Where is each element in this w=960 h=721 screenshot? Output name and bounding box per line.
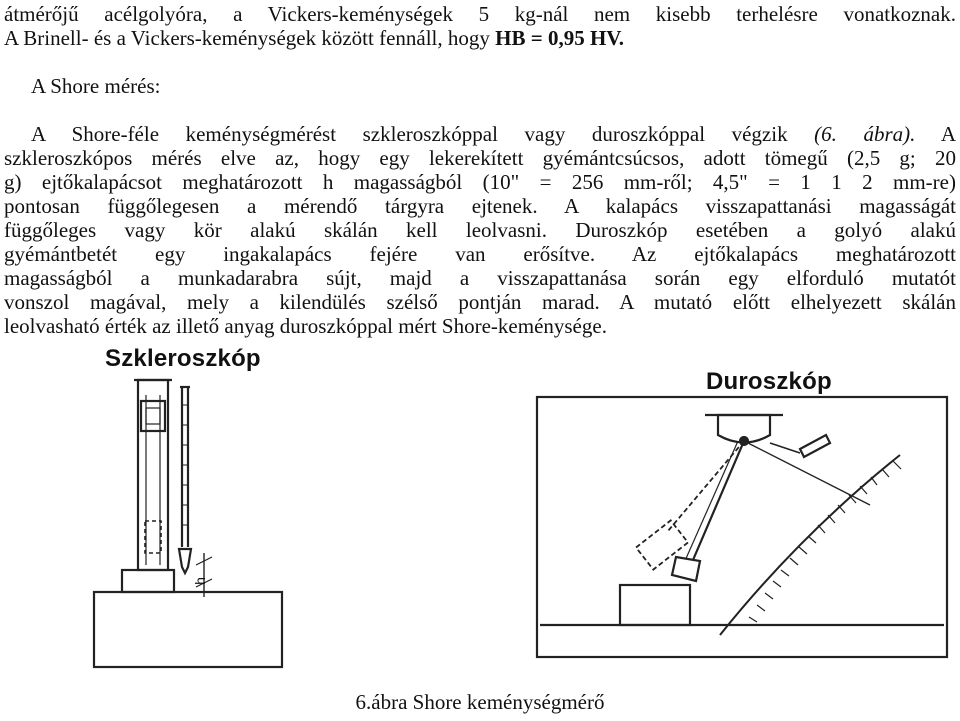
- paragraph-1-line-2: [4, 26, 956, 50]
- paragraph-2-line-9: leolvasható érték az illető anyag duroszkóppal mért Shore-keménysége.: [4, 314, 607, 338]
- paragraph-2-line-4: pontosan függőlegesen a mérendő tárgyra ejtenek. A kalapács visszapattanási magasságát: [4, 194, 956, 218]
- scleroscope-base: [94, 592, 282, 667]
- paragraph-2-line-2: szkleroszkópos mérés elve az, hogy egy lekerekített gyémántcsúcsos, adott tömegű (2,5 g; 20: [4, 146, 956, 170]
- figure-caption: 6.ábra Shore keménységmérő: [355, 690, 605, 714]
- paragraph-2-line-1-text: A Shore-féle keménységmérést szkleroszkóppal vagy duroszkóppal végzik: [31, 122, 815, 146]
- hardness-formula: HB = 0,95 HV: [495, 26, 619, 50]
- section-heading: A Shore mérés:: [31, 74, 161, 98]
- scleroscope-title: Szkleroszkóp: [105, 345, 261, 372]
- scleroscope-hammer: [145, 521, 161, 553]
- paragraph-2-line-6: gyémántbetét egy ingakalapács fejére van erősítve. Az ejtőkalapács meghatározott: [4, 242, 956, 266]
- paragraph-2-line-7: magasságból a munkadarabra sújt, majd a visszapattanása során egy elforduló mutatót: [4, 266, 956, 290]
- paragraph-2-line-1-end: A: [915, 122, 956, 146]
- scleroscope-plumb: [179, 549, 191, 573]
- paragraph-2-line-8: vonszol magával, mely a kilendülés szélső pontján marad. A mutató előtt elhelyezett skálán: [4, 290, 956, 314]
- figure-reference: (6. ábra).: [814, 122, 916, 146]
- shore-hardness-figure: [0, 335, 960, 675]
- paragraph-2-line-1: [31, 122, 956, 146]
- height-label-h: h: [191, 577, 208, 585]
- paragraph-2-line-5: függőleges vagy kör alakú skálán kell leolvasni. Duroszkóp esetében a golyó alakú: [4, 218, 956, 242]
- paragraph-1-line-2-text: A Brinell- és a Vickers-keménységek között fennáll, hogy: [4, 26, 496, 50]
- duroscope-title: Duroszkóp: [706, 368, 832, 395]
- scleroscope-head: [141, 401, 165, 431]
- scleroscope-anvil: [122, 570, 174, 592]
- formula-period: .: [618, 26, 624, 50]
- figure-drawing: [0, 335, 960, 675]
- paragraph-2-line-3: g) ejtőkalapácsot meghatározott h magasságból (10" = 256 mm-ről; 4,5" = 1 1 2 mm-re): [4, 170, 956, 194]
- paragraph-1-line-1: átmérőjű acélgolyóra, a Vickers-keménységek 5 kg-nál nem kisebb terhelésre vonatkoznak.: [4, 2, 956, 26]
